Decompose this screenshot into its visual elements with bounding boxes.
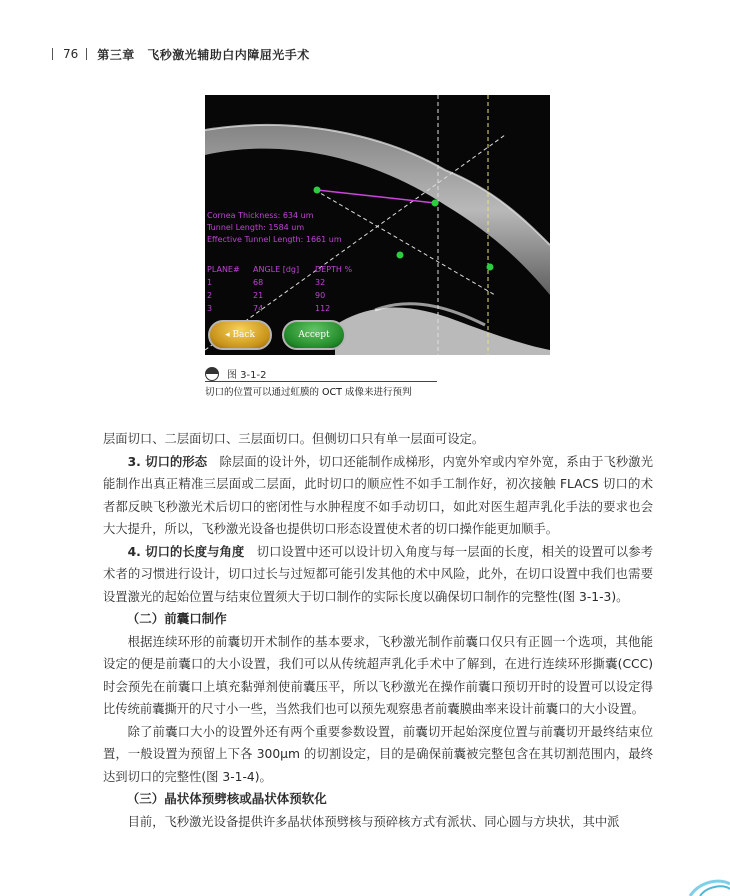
section-heading: （二）前囊口制作: [126, 611, 227, 626]
cornea-thickness-label: Cornea Thickness: 634 um: [207, 211, 314, 220]
plane-table-cell: 2: [207, 291, 213, 300]
plane-table-cell: 112: [315, 304, 331, 313]
caption-rule: [205, 381, 437, 382]
paragraph: 除了前囊口大小的设置外还有两个重要参数设置，前囊切开起始深度位置与前囊切开最终结束位置，一般设置为预留上下各 300μm 的切割设定，目的是确保前囊被完整包含在其切割范围内，最终达到切口的完整性(图 3-1-4)。: [103, 724, 653, 784]
plane-table-header-plane: PLANE#: [207, 265, 240, 274]
paragraph: 目前，飞秒激光设备提供许多晶状体预劈核与预碎核方式有派状、同心圆与方块状，其中派: [127, 814, 620, 829]
paragraph: [103, 541, 653, 609]
chapter-title: 第三章 飞秒激光辅助白内障屈光手术: [97, 47, 310, 62]
accept-button[interactable]: Accept: [282, 320, 346, 350]
plane-table-cell: 32: [315, 278, 326, 287]
plane-table-cell: 68: [253, 278, 264, 287]
header-divider: [86, 48, 87, 60]
subheading: 3. 切口的形态: [127, 454, 208, 469]
paragraph: 根据连续环形的前囊切开术制作的基本要求，飞秒激光制作前囊口仅只有正圆一个选项，其他能设定的便是前囊口的大小设置，我们可以从传统超声乳化手术中了解到，在进行连续环形撕囊(CCC)时会预先在前囊口上填充黏弹剂使前囊压平，所以飞秒激光在操作前囊口预切开时的设置可以设定得比传统前囊撕开的尺寸小一些，当然我们也可以预先观察患者前囊膜曲率来设计前囊口的大小设置。: [103, 634, 653, 716]
plane-table-header-angle: ANGLE [dg]: [253, 265, 300, 274]
subheading: 4. 切口的长度与角度: [127, 544, 245, 559]
half-circle-icon: [205, 367, 219, 381]
plane-table-header-depth: DEPTH %: [315, 265, 353, 274]
figure-label: [205, 366, 266, 381]
corner-swirl-icon: [685, 876, 730, 896]
paragraph-text: 切口设置中还可以设计切入角度与每一层面的长度，相关的设置可以参考术者的习惯进行设计，切口过长与过短都可能引发其他的术中风险，此外，在切口设置中我们也需要设置激光的起始位置与结束位置须大于切口制作的实际长度以确保切口制作的完整性(图 3-1-3)。: [103, 544, 653, 604]
plane-table-cell: 3: [207, 304, 213, 313]
plane-table-cell: 90: [315, 291, 326, 300]
paragraph: [103, 451, 653, 541]
paragraph: 层面切口、二层面切口、三层面切口。但侧切口只有单一层面可设定。: [103, 432, 485, 446]
page-number: 76: [63, 47, 79, 61]
back-button[interactable]: ◂ Back: [208, 320, 272, 350]
plane-table-cell: 21: [253, 291, 264, 300]
body-text: [103, 428, 653, 833]
figure-caption: 切口的位置可以通过虹膜的 OCT 成像来进行预判: [205, 387, 412, 398]
section-heading: （三）晶状体预劈核或晶状体预软化: [126, 791, 327, 806]
header-divider: [52, 48, 53, 60]
figure-number: 图 3-1-2: [227, 370, 267, 381]
plane-table-cell: 74: [253, 304, 264, 313]
tunnel-length-label: Tunnel Length: 1584 um: [207, 223, 305, 232]
effective-tunnel-length-label: Effective Tunnel Length: 1661 um: [207, 235, 342, 244]
plane-table-cell: 1: [207, 278, 213, 287]
oct-image: [205, 95, 550, 355]
running-header: [52, 44, 710, 64]
paragraph-text: 除层面的设计外，切口还能制作成梯形，内宽外窄或内窄外宽，系由于飞秒激光能制作出真正精准三层面或二层面，此时切口的顺应性不如手工制作好，初次接触 FLACS 切口的术者都反映飞秒激光术后切口的密闭性与水肿程度不如手动切口，如此对医生超声乳化手法的要求也会大大提升，所以，飞秒激光设备也提供切口形态设置使术者的切口操作能更加顺手。: [103, 454, 653, 536]
